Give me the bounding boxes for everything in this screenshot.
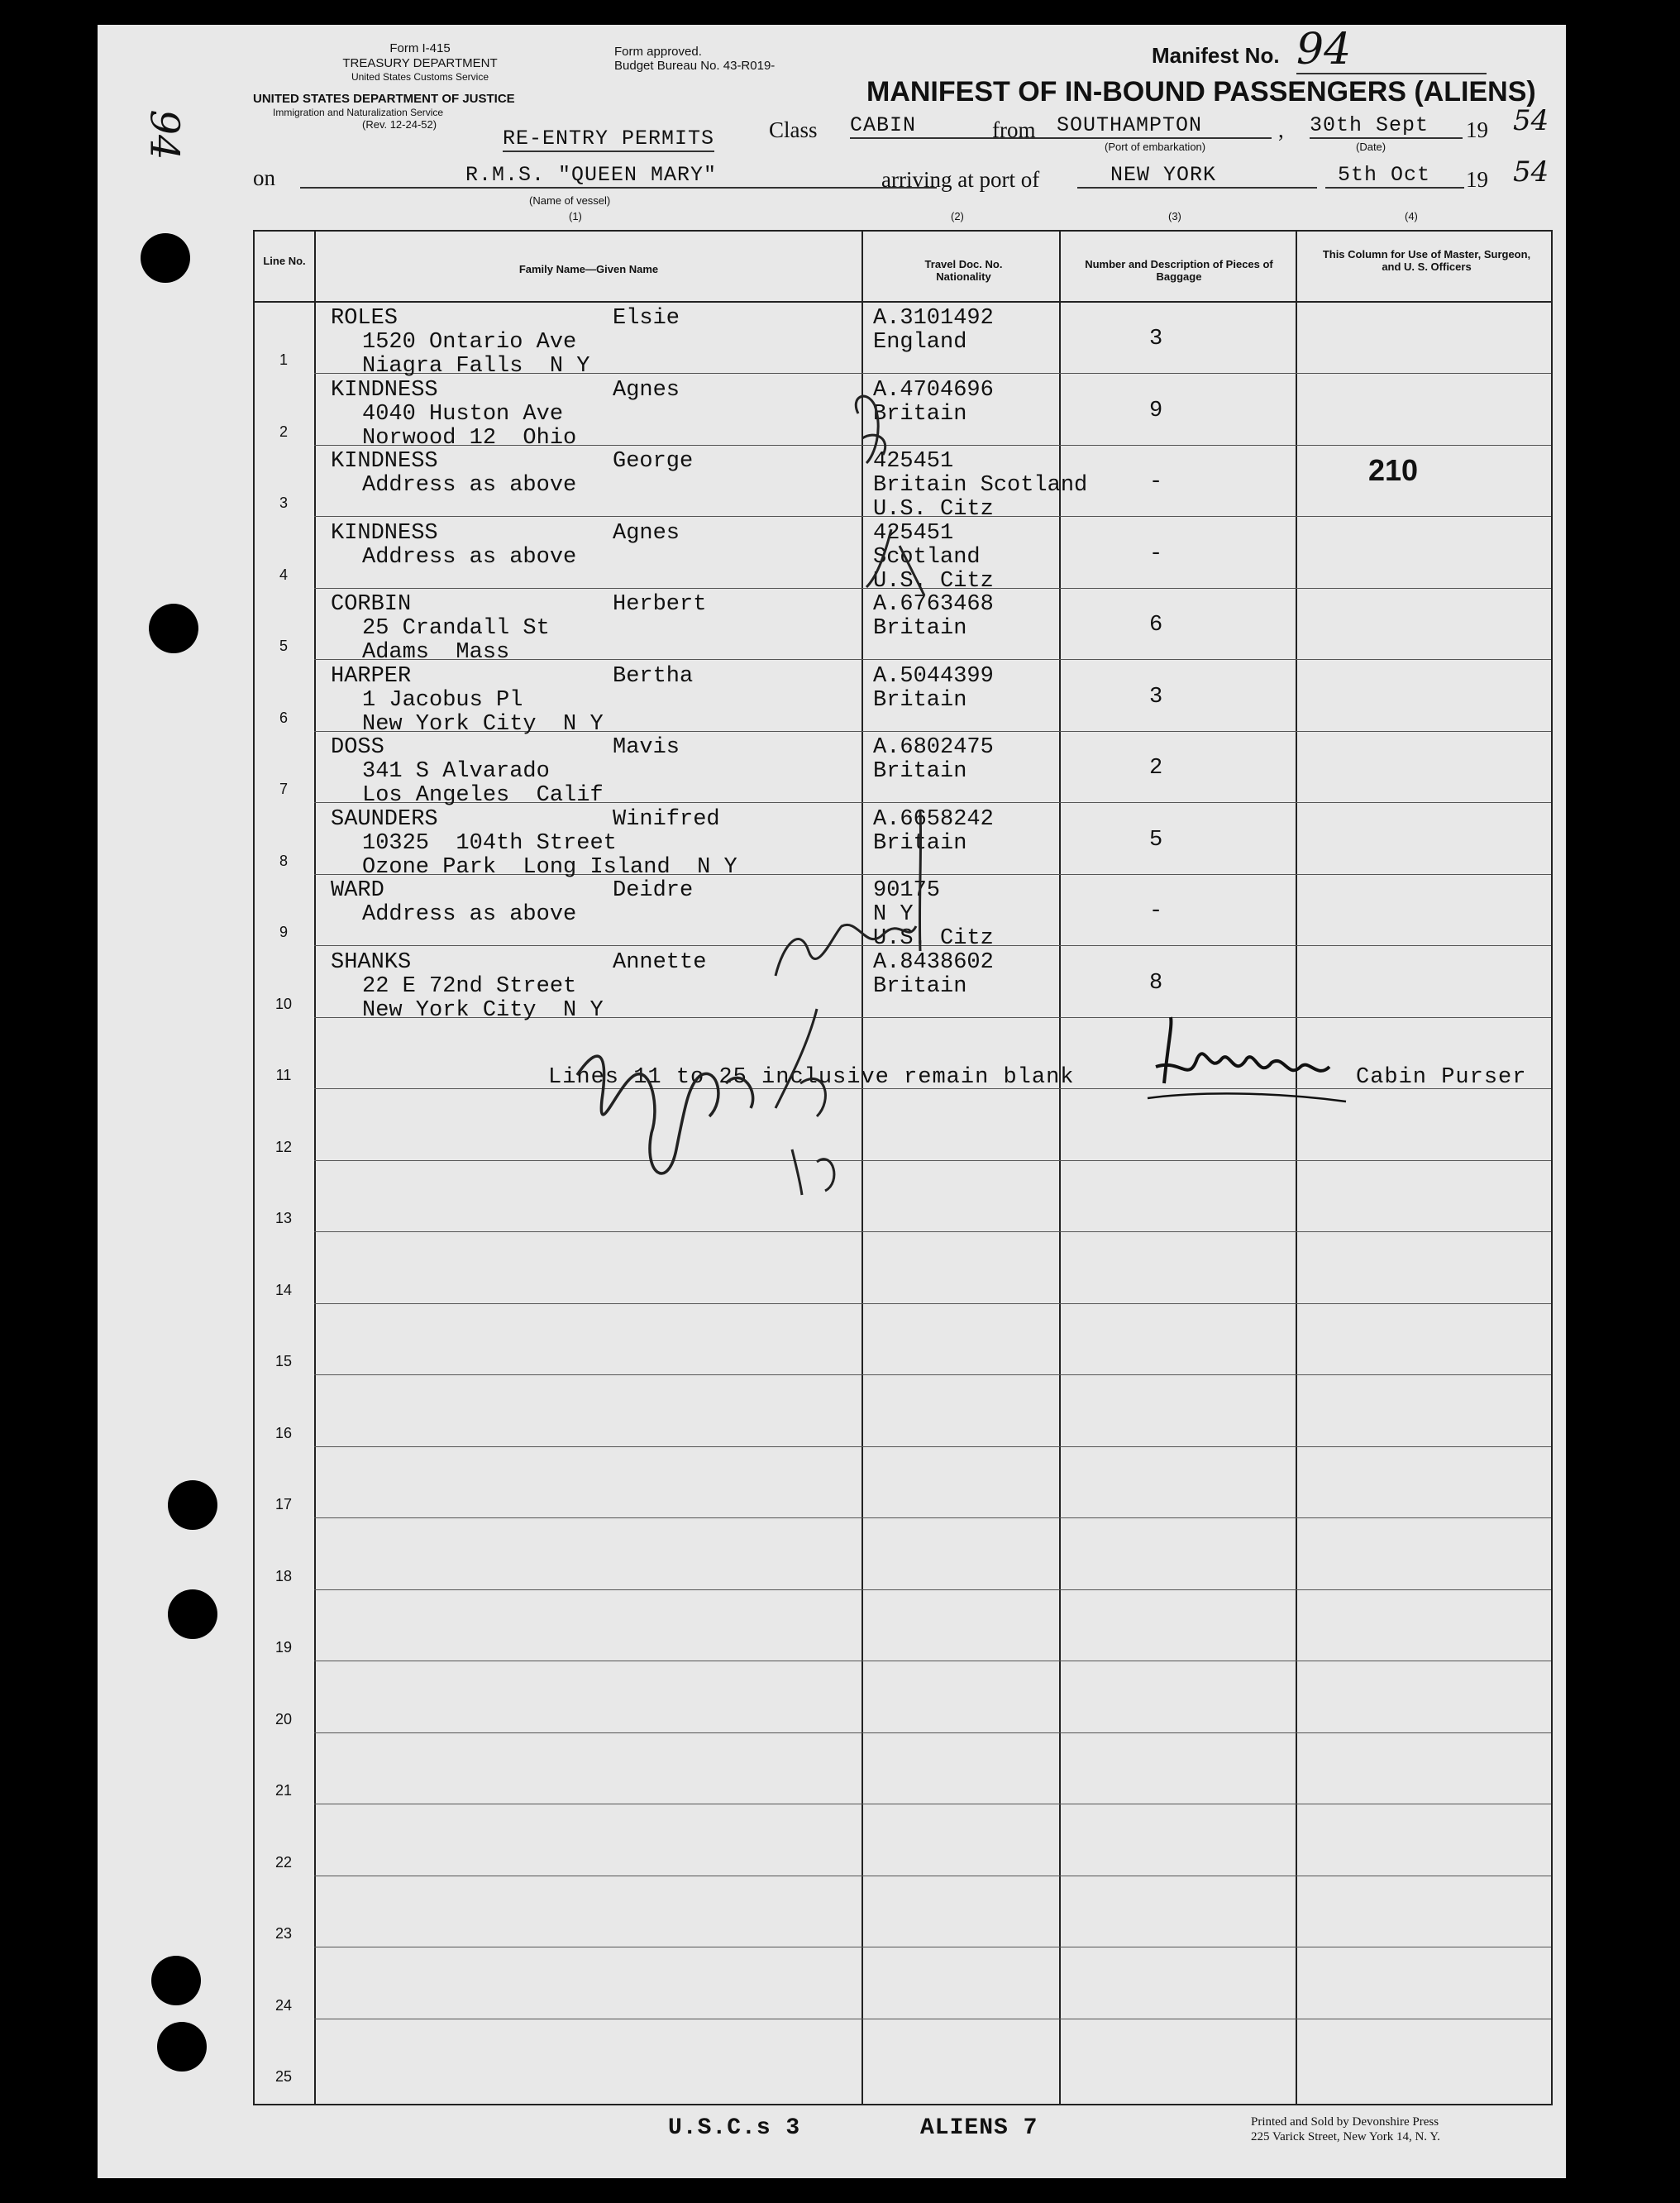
margin-note: 94 xyxy=(141,109,188,160)
nationality-2: U.S. Citz xyxy=(873,568,994,594)
given-name: Annette xyxy=(613,949,707,975)
travel-doc-number: A.5044399 xyxy=(873,663,994,689)
revision: (Rev. 12-24-52) xyxy=(362,118,437,131)
line-number: 4 xyxy=(279,566,288,583)
family-name: CORBIN xyxy=(331,592,412,617)
nationality: Britain xyxy=(873,973,967,999)
page-title: MANIFEST OF IN-BOUND PASSENGERS (ALIENS) xyxy=(866,76,1536,108)
table-right xyxy=(1551,230,1553,2105)
travel-doc-number: A.3101492 xyxy=(873,306,994,331)
address-line-2: Ozone Park Long Island N Y xyxy=(362,854,737,880)
printer-2: 225 Varick Street, New York 14, N. Y. xyxy=(1251,2130,1440,2143)
address-line-1: Address as above xyxy=(362,473,577,498)
approval-1: Form approved. xyxy=(614,45,702,59)
col-1-caption: (1) xyxy=(569,210,582,222)
baggage-count: 3 xyxy=(1149,684,1163,710)
given-name: Deidre xyxy=(613,878,694,903)
footer-aliens: ALIENS 7 xyxy=(920,2115,1038,2141)
purser-title: Cabin Purser xyxy=(1356,1065,1527,1090)
line-number: 19 xyxy=(274,1639,293,1656)
family-name: DOSS xyxy=(331,735,384,760)
on-label: on xyxy=(253,165,275,190)
line-number: 9 xyxy=(279,924,288,940)
address-line-1: 1520 Ontario Ave xyxy=(362,330,577,355)
line-number: 21 xyxy=(274,1782,293,1799)
line-number: 18 xyxy=(274,1567,293,1584)
row-divider xyxy=(314,1303,1551,1304)
officer-stamp: 210 xyxy=(1368,453,1419,487)
line-number: 5 xyxy=(279,638,288,654)
travel-doc-number: 90175 xyxy=(873,878,941,903)
line-number: 1 xyxy=(279,351,288,368)
permit-type: RE-ENTRY PERMITS xyxy=(503,127,715,151)
year-suffix: 54 xyxy=(1513,104,1549,137)
family-name: KINDNESS xyxy=(331,449,438,474)
embark-date: 30th Sept xyxy=(1310,113,1463,139)
customs-service: United States Customs Service xyxy=(351,71,489,83)
baggage-count: 9 xyxy=(1149,398,1163,423)
comma: , xyxy=(1278,117,1284,142)
line-number: 8 xyxy=(279,852,288,869)
port-caption: (Port of embarkation) xyxy=(1105,141,1206,153)
address-line-1: 1 Jacobus Pl xyxy=(362,687,523,713)
col-header-travel: Travel Doc. No. Nationality xyxy=(924,258,1003,283)
baggage-count: - xyxy=(1149,470,1163,495)
travel-doc-number: 425451 xyxy=(873,520,954,546)
port-embarkation: SOUTHAMPTON xyxy=(1057,113,1272,139)
punch-hole xyxy=(141,233,190,283)
given-name: Herbert xyxy=(613,592,707,617)
col-header-baggage: Number and Description of Pieces of Baggage xyxy=(1085,258,1273,283)
printer-1: Printed and Sold by Devonshire Press xyxy=(1251,2115,1439,2129)
divider-baggage xyxy=(1296,230,1297,2105)
line-number: 6 xyxy=(279,709,288,726)
row-divider xyxy=(314,1517,1551,1518)
handwritten-grand-pan xyxy=(759,893,924,992)
address-line-1: 10325 104th Street xyxy=(362,830,617,856)
baggage-count: - xyxy=(1149,899,1163,924)
nationality: Britain xyxy=(873,759,967,784)
handwritten-initials xyxy=(817,380,966,612)
given-name: Agnes xyxy=(613,520,680,546)
nationality: Scotland xyxy=(873,544,981,570)
form-number: Form I-415 xyxy=(389,41,451,55)
nationality: Britain xyxy=(873,616,967,641)
line-number: 16 xyxy=(274,1424,293,1441)
col-header-officers: This Column for Use of Master, Surgeon, and U. S. Officers xyxy=(1322,248,1531,273)
travel-doc-number: A.6802475 xyxy=(873,735,994,760)
baggage-count: - xyxy=(1149,541,1163,566)
manifest-label: Manifest No. xyxy=(1152,43,1280,68)
approval-2: Budget Bureau No. 43-R019- xyxy=(614,59,776,73)
class-label: Class xyxy=(769,117,818,142)
line-number: 2 xyxy=(279,423,288,440)
year-prefix: 19 xyxy=(1466,117,1488,142)
line-number: 7 xyxy=(279,781,288,797)
given-name: Agnes xyxy=(613,377,680,403)
line-number: 17 xyxy=(274,1496,293,1512)
ins-title: Immigration and Naturalization Service xyxy=(273,107,444,118)
from-label: from xyxy=(992,117,1036,142)
line-number: 23 xyxy=(274,1925,293,1942)
manifest-page xyxy=(98,25,1566,2178)
address-line-1: 4040 Huston Ave xyxy=(362,401,564,427)
doj-title: UNITED STATES DEPARTMENT OF JUSTICE xyxy=(253,92,515,106)
baggage-count: 8 xyxy=(1149,970,1163,996)
col-header-line-no: Line No. xyxy=(263,255,306,267)
row-divider xyxy=(314,1732,1551,1733)
address-line-2: Niagra Falls N Y xyxy=(362,354,590,379)
address-line-2: Norwood 12 Ohio xyxy=(362,425,577,451)
family-name: HARPER xyxy=(331,663,412,689)
nationality-2: U.S. Citz xyxy=(873,497,994,522)
vessel-caption: (Name of vessel) xyxy=(529,194,611,207)
line-number: 15 xyxy=(274,1353,293,1369)
nationality: N Y xyxy=(873,902,914,927)
class-value: CABIN xyxy=(850,113,1061,139)
family-name: KINDNESS xyxy=(331,377,438,403)
row-divider xyxy=(314,1589,1551,1590)
closing-line: Lines 11 to 25 inclusive remain blank xyxy=(548,1065,1075,1090)
nationality-2: U.S. Citz xyxy=(873,926,994,951)
family-name: ROLES xyxy=(331,306,399,331)
arrival-date: 5th Oct xyxy=(1325,163,1464,189)
punch-hole xyxy=(168,1589,217,1639)
travel-doc-number: A.4704696 xyxy=(873,377,994,403)
given-name: Mavis xyxy=(613,735,680,760)
col-4-caption: (4) xyxy=(1405,210,1418,222)
row-divider xyxy=(314,1446,1551,1447)
vessel-name: R.M.S. "QUEEN MARY" xyxy=(300,163,937,189)
punch-hole xyxy=(151,1956,201,2005)
arriving-label: arriving at port of xyxy=(881,167,1040,192)
punch-hole xyxy=(157,2022,207,2072)
address-line-2: New York City N Y xyxy=(362,997,604,1023)
line-number: 22 xyxy=(274,1853,293,1871)
punch-hole xyxy=(149,604,198,653)
address-line-1: Address as above xyxy=(362,902,577,927)
baggage-count: 2 xyxy=(1149,756,1163,781)
line-number: 25 xyxy=(274,2068,293,2085)
treasury-dept: TREASURY DEPARTMENT xyxy=(342,56,498,70)
nationality: Britain xyxy=(873,687,967,713)
table-bottom xyxy=(253,2104,1553,2105)
line-number: 20 xyxy=(274,1710,293,1728)
address-line-1: 22 E 72nd Street xyxy=(362,973,577,999)
travel-doc-number: A.6658242 xyxy=(873,806,994,832)
arrival-port: NEW YORK xyxy=(1077,163,1317,189)
given-name: George xyxy=(613,449,694,474)
manifest-number: 94 xyxy=(1296,26,1487,74)
divider-travel xyxy=(1059,230,1061,2105)
baggage-count: 5 xyxy=(1149,827,1163,853)
header-bottom xyxy=(253,301,1553,303)
address-line-2: Adams Mass xyxy=(362,640,510,665)
row-divider xyxy=(314,1231,1551,1232)
address-line-2: Los Angeles Calif xyxy=(362,783,604,808)
line-number: 12 xyxy=(274,1138,293,1155)
row-divider xyxy=(314,1374,1551,1375)
travel-doc-number: A.6763468 xyxy=(873,592,994,617)
family-name: KINDNESS xyxy=(331,520,438,546)
arrival-year-prefix: 19 xyxy=(1466,167,1488,192)
address-line-1: Address as above xyxy=(362,544,577,570)
date-caption: (Date) xyxy=(1356,141,1386,153)
margin-bracket xyxy=(904,810,937,951)
nationality: Britain xyxy=(873,401,967,427)
table-top xyxy=(253,230,1553,232)
family-name: WARD xyxy=(331,878,384,903)
footer-usc: U.S.C.s 3 xyxy=(668,2115,801,2141)
line-number: 3 xyxy=(279,495,288,511)
line-number: 24 xyxy=(274,1996,293,2014)
row-divider xyxy=(314,1160,1551,1161)
nationality: England xyxy=(873,330,967,355)
line-number: 14 xyxy=(274,1281,293,1298)
travel-doc-number: A.8438602 xyxy=(873,949,994,975)
nationality: Britain Scotland xyxy=(873,473,1088,498)
line-number: 13 xyxy=(274,1210,293,1226)
purser-signature xyxy=(1131,1009,1379,1108)
col-header-name: Family Name—Given Name xyxy=(518,263,659,275)
baggage-count: 6 xyxy=(1149,613,1163,638)
given-name: Elsie xyxy=(613,306,680,331)
given-name: Bertha xyxy=(613,663,694,689)
address-line-2: New York City N Y xyxy=(362,711,604,737)
address-line-1: 25 Crandall St xyxy=(362,616,550,641)
travel-doc-number: 425451 xyxy=(873,449,954,474)
family-name: SHANKS xyxy=(331,949,412,975)
nationality: Britain xyxy=(873,830,967,856)
arrival-year-suffix: 54 xyxy=(1513,155,1549,189)
table-left xyxy=(253,230,255,2105)
line-number: 11 xyxy=(275,1067,292,1083)
address-line-1: 341 S Alvarado xyxy=(362,759,550,784)
col-3-caption: (3) xyxy=(1168,210,1181,222)
given-name: Winifred xyxy=(613,806,720,832)
handwritten-scribble xyxy=(544,984,924,1232)
family-name: SAUNDERS xyxy=(331,806,438,832)
divider-lineno xyxy=(314,230,316,2105)
line-number: 10 xyxy=(274,995,293,1012)
col-2-caption: (2) xyxy=(951,210,964,222)
punch-hole xyxy=(168,1480,217,1530)
baggage-count: 3 xyxy=(1149,327,1163,351)
